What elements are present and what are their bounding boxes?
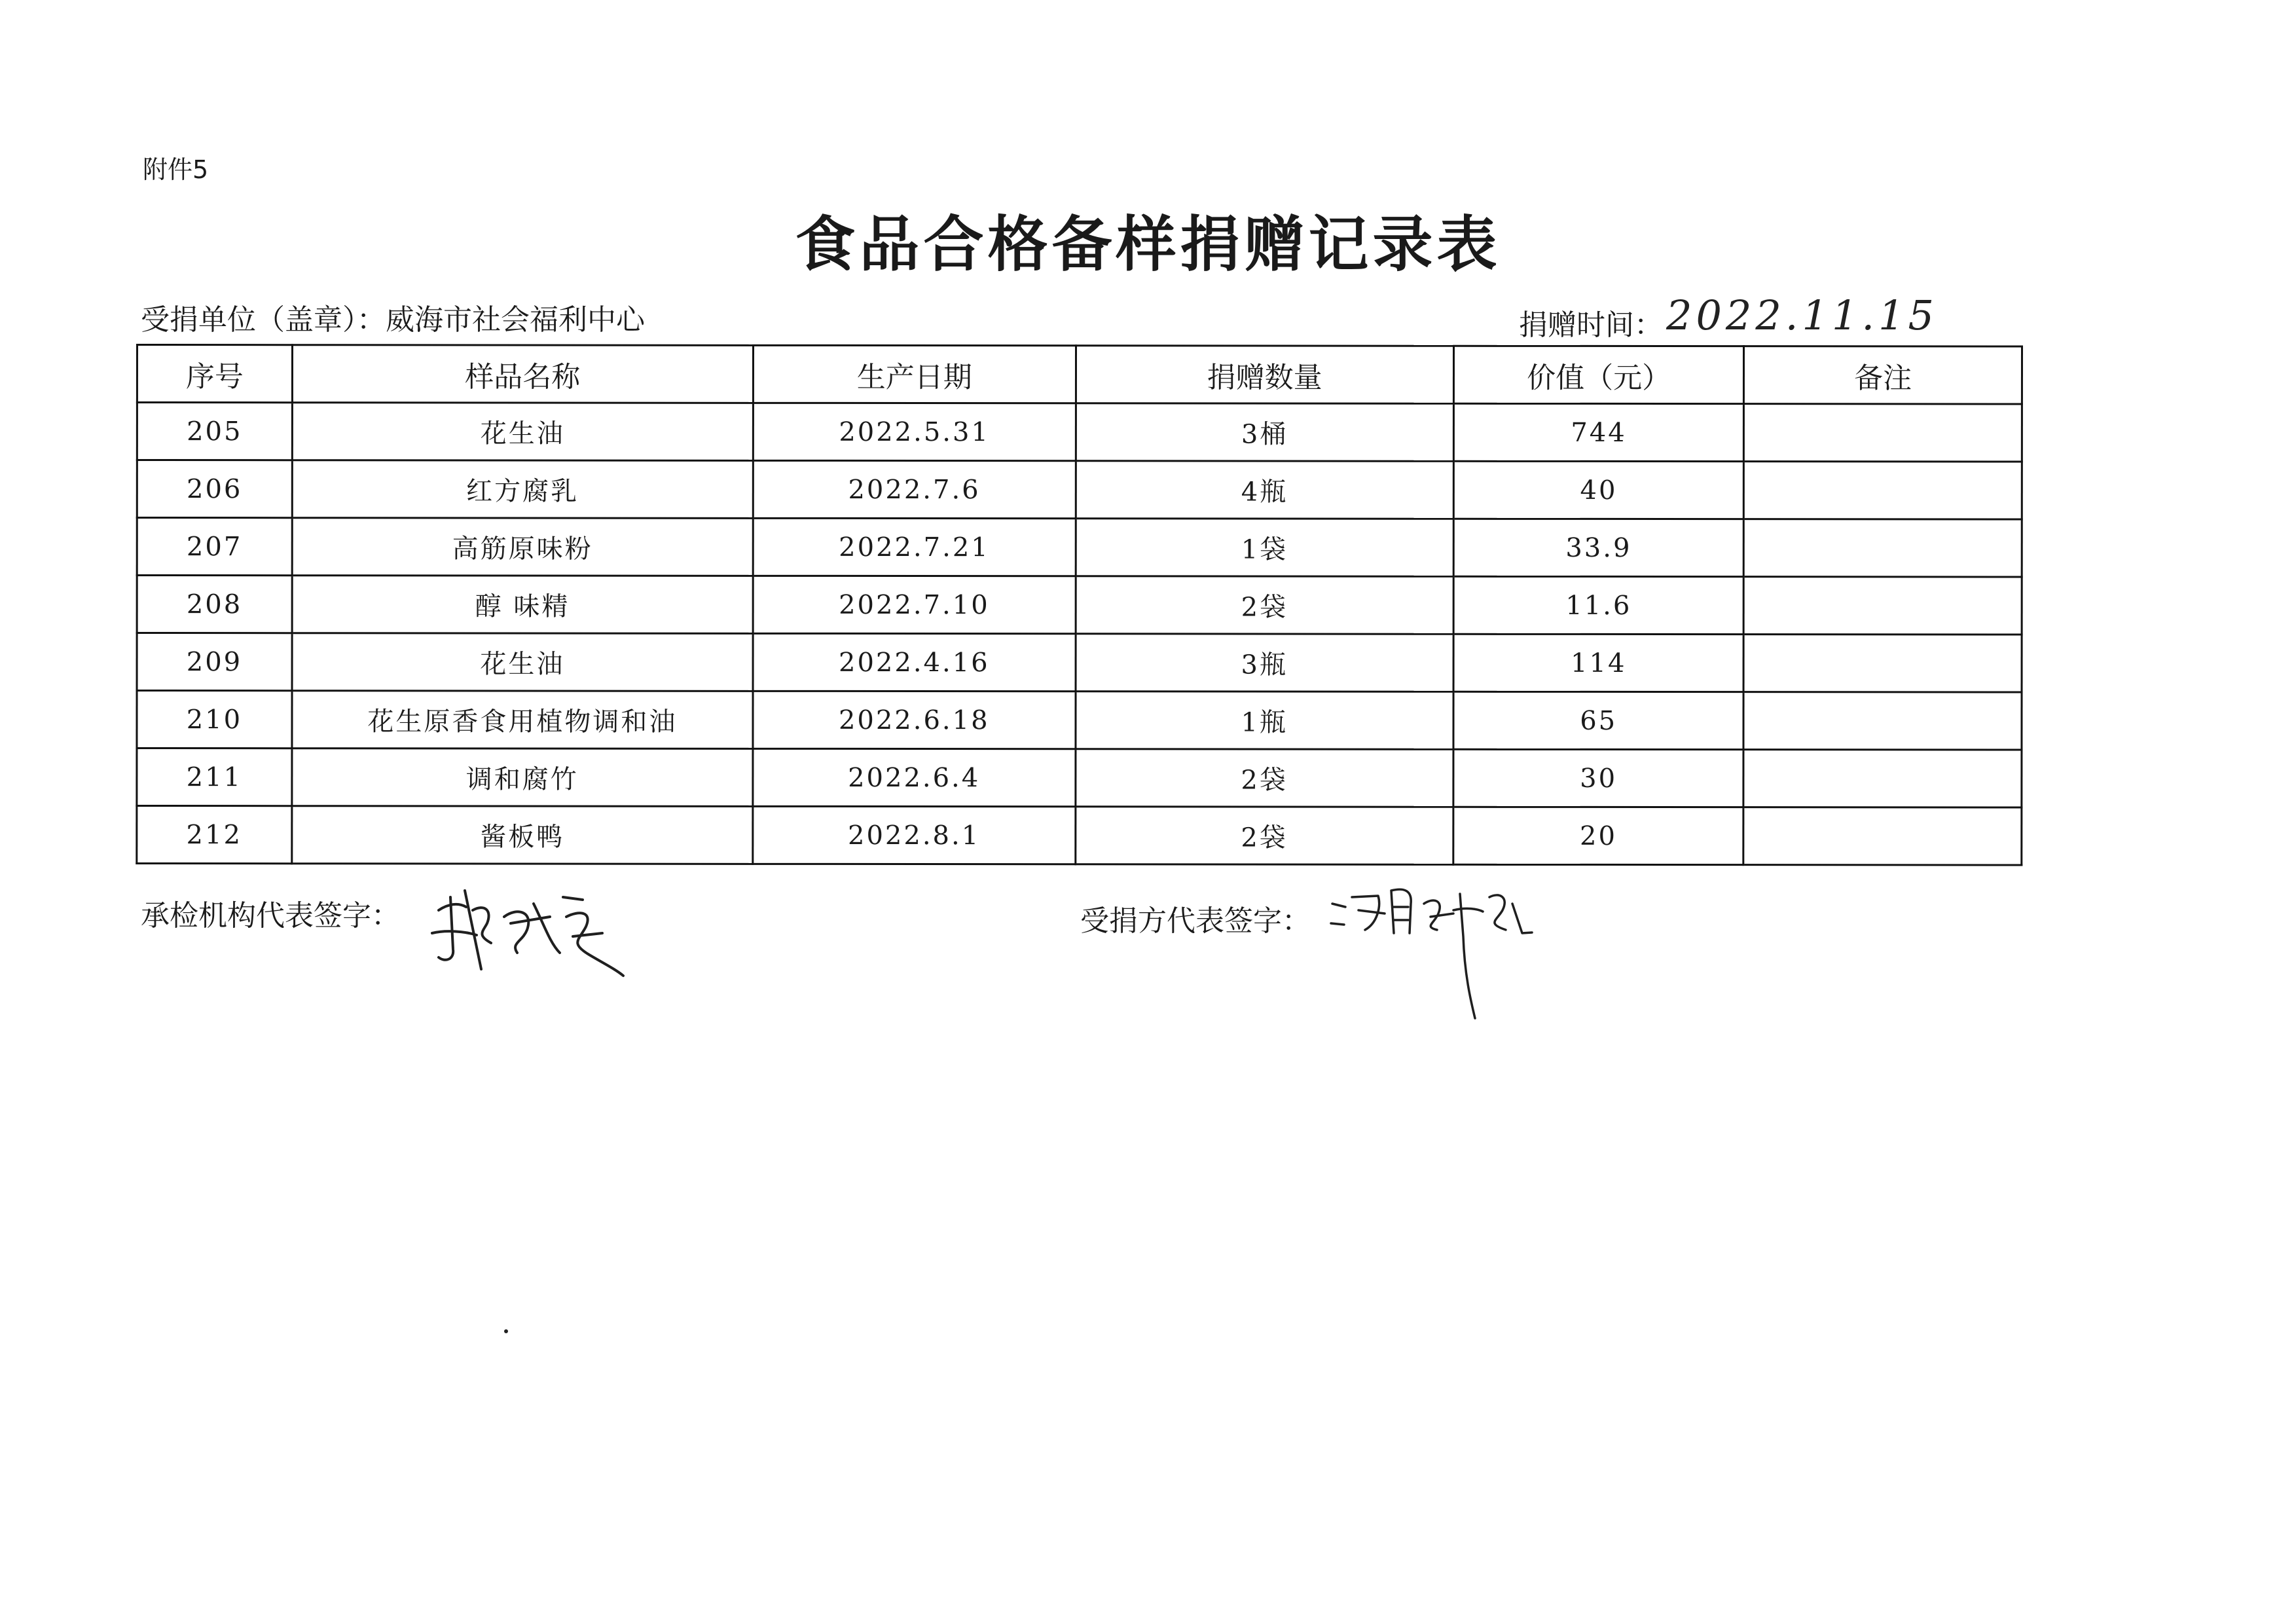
cell-sample-name: 酱板鸭 bbox=[292, 806, 753, 864]
header-sample-name: 样品名称 bbox=[292, 345, 753, 403]
cell-quantity: 4瓶 bbox=[1076, 461, 1453, 519]
header-remarks: 备注 bbox=[1744, 346, 2022, 404]
cell-value: 744 bbox=[1453, 403, 1744, 461]
cell-value: 33.9 bbox=[1453, 519, 1744, 576]
cell-value: 65 bbox=[1453, 692, 1744, 749]
table-row bbox=[137, 518, 2022, 578]
table-row bbox=[137, 691, 2022, 750]
table-row bbox=[137, 806, 2022, 866]
inspector-signature bbox=[419, 871, 629, 989]
cell-seq: 206 bbox=[137, 460, 292, 518]
cell-seq: 205 bbox=[137, 403, 292, 460]
cell-seq: 211 bbox=[137, 748, 292, 806]
table-header-row bbox=[137, 345, 2022, 405]
cell-production-date: 2022.6.4 bbox=[753, 748, 1076, 806]
cell-quantity: 2袋 bbox=[1075, 749, 1453, 807]
header-production-date: 生产日期 bbox=[753, 345, 1076, 403]
cell-production-date: 2022.4.16 bbox=[753, 633, 1076, 691]
table-row bbox=[137, 403, 2022, 462]
cell-value: 30 bbox=[1453, 749, 1744, 807]
cell-quantity: 3瓶 bbox=[1076, 634, 1453, 692]
cell-remarks bbox=[1743, 807, 2022, 865]
table-row bbox=[137, 576, 2022, 635]
cell-value: 40 bbox=[1453, 461, 1744, 519]
cell-remarks bbox=[1744, 462, 2022, 519]
cell-sample-name: 高筋原味粉 bbox=[292, 518, 753, 576]
header-quantity: 捐赠数量 bbox=[1076, 346, 1453, 404]
cell-seq: 207 bbox=[137, 518, 292, 576]
cell-remarks bbox=[1743, 692, 2022, 750]
cell-quantity: 2袋 bbox=[1075, 807, 1453, 865]
donation-time-value: 2022.11.15 bbox=[1666, 291, 1938, 339]
cell-sample-name: 花生油 bbox=[292, 403, 753, 461]
recipient-signature-label: 受捐方代表签字： bbox=[1080, 904, 1311, 938]
cell-seq: 212 bbox=[137, 806, 292, 864]
cell-sample-name: 花生油 bbox=[292, 633, 753, 692]
table-row bbox=[137, 748, 2022, 808]
table-row bbox=[137, 460, 2022, 520]
cell-quantity: 2袋 bbox=[1076, 576, 1453, 635]
recipient-name: 威海市社会福利中心 bbox=[386, 303, 645, 337]
cell-sample-name: 花生原香食用植物调和油 bbox=[292, 691, 753, 749]
cell-remarks bbox=[1744, 577, 2022, 635]
cell-production-date: 2022.7.6 bbox=[753, 460, 1076, 518]
document-title: 食品合格备样捐赠记录表 bbox=[795, 209, 1501, 280]
records-table bbox=[136, 344, 2023, 866]
cell-production-date: 2022.7.10 bbox=[753, 576, 1076, 633]
cell-value: 20 bbox=[1453, 807, 1744, 864]
cell-production-date: 2022.5.31 bbox=[753, 403, 1076, 460]
cell-sample-name: 红方腐乳 bbox=[292, 460, 753, 519]
header-seq: 序号 bbox=[137, 345, 292, 403]
cell-remarks bbox=[1744, 404, 2022, 462]
cell-sample-name: 醇 味精 bbox=[292, 576, 753, 634]
cell-value: 114 bbox=[1453, 634, 1744, 692]
cell-quantity: 1瓶 bbox=[1076, 692, 1453, 750]
recipient-label: 受捐单位（盖章）： bbox=[141, 303, 386, 337]
cell-remarks bbox=[1744, 519, 2022, 577]
annex-number: 附件5 bbox=[143, 155, 209, 184]
cell-seq: 210 bbox=[137, 691, 292, 748]
scan-speck bbox=[504, 1329, 508, 1333]
donation-time-label: 捐赠时间： bbox=[1519, 308, 1663, 342]
cell-quantity: 3桶 bbox=[1076, 403, 1453, 462]
recipient-signature bbox=[1326, 877, 1548, 1028]
cell-value: 11.6 bbox=[1453, 576, 1744, 634]
inspector-signature-label: 承检机构代表签字： bbox=[141, 899, 400, 932]
cell-production-date: 2022.7.21 bbox=[753, 518, 1076, 576]
cell-seq: 208 bbox=[137, 576, 292, 633]
cell-remarks bbox=[1743, 750, 2022, 807]
cell-remarks bbox=[1744, 635, 2022, 692]
header-value: 价值（元） bbox=[1453, 346, 1744, 403]
cell-sample-name: 调和腐竹 bbox=[292, 748, 753, 807]
cell-seq: 209 bbox=[137, 633, 292, 691]
cell-production-date: 2022.8.1 bbox=[753, 806, 1076, 864]
cell-production-date: 2022.6.18 bbox=[753, 691, 1076, 748]
table-row bbox=[137, 633, 2022, 693]
cell-quantity: 1袋 bbox=[1076, 519, 1453, 577]
recipient-line bbox=[141, 296, 645, 338]
